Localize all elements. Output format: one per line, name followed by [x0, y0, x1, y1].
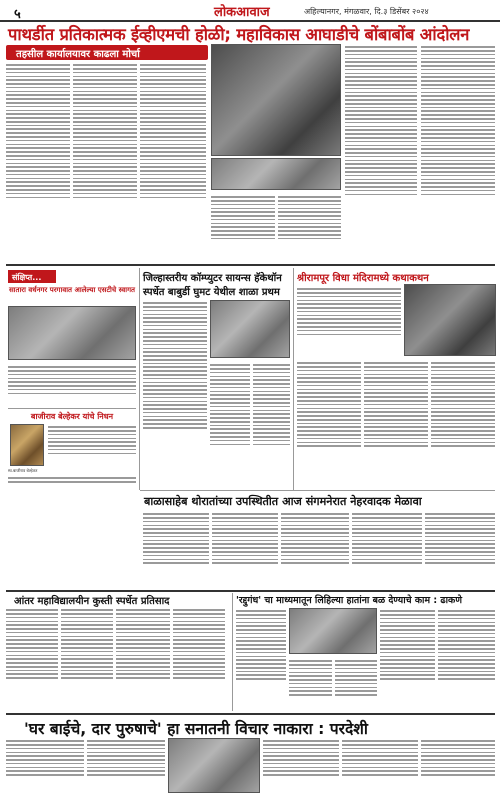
balasaheb-story-col-5 — [425, 511, 495, 588]
computer-story-col-1 — [143, 300, 207, 488]
bottom-story-col-1 — [6, 738, 84, 793]
computer-story-col-3 — [253, 362, 290, 488]
raddi-story-col-5 — [438, 608, 495, 711]
top-section-rule — [6, 264, 495, 266]
mid-section-rule — [6, 590, 495, 592]
top-story-col-2 — [73, 62, 137, 262]
raddi-story-col-2 — [289, 658, 332, 711]
raddi-headline: 'रद्दुगंध' चा माध्यमातून लिहिल्या हातांना बळ देण्याचे काम : ढाकणे — [236, 595, 463, 606]
raddi-story-col-3 — [335, 658, 377, 711]
shriram-event-photo — [404, 284, 496, 356]
top-story-col-1 — [6, 62, 70, 262]
top-story-col-6 — [345, 44, 417, 262]
antar-headline: आंतर महाविद्यालयीन कुस्ती स्पर्धेत प्रतिसाद — [14, 596, 170, 607]
computer-headline-line2: स्पर्धेत बाबुर्डी घुमट येथील शाळा प्रथम — [143, 287, 280, 298]
computer-headline-line1: जिल्हास्तरीय कॉम्प्युटर सायन्स हॅकेथॉन — [143, 273, 282, 284]
shriram-story-col-4 — [431, 360, 495, 488]
bajirao-portrait — [10, 424, 44, 466]
antar-story-col-2 — [61, 607, 113, 711]
bottom-story-col-2 — [87, 738, 165, 793]
antar-story-col-3 — [116, 607, 170, 711]
bajirao-caption: स्व.बाजीराव बेल्हेकर — [8, 468, 38, 473]
tahsil-headline: तहसील कार्यालयावर काढला मोर्चा — [16, 49, 140, 60]
raddi-story-col-1 — [236, 608, 286, 711]
top-story-col-4 — [211, 194, 275, 262]
balasaheb-story-col-2 — [212, 511, 278, 588]
shriram-story-col-2 — [297, 360, 361, 488]
balasaheb-top-rule — [140, 490, 495, 491]
balasaheb-story-col-1 — [143, 511, 209, 588]
bottom-section-rule — [6, 713, 495, 715]
shriram-headline: श्रीरामपूर विधा मंदिरामध्ये कथाकथन — [297, 273, 429, 284]
top-story-col-5 — [278, 194, 341, 262]
computer-story-col-2 — [210, 362, 250, 488]
raddi-story-col-4 — [380, 608, 435, 711]
top-story-col-7 — [421, 44, 495, 262]
masthead-logo: लोकआवाज — [214, 5, 270, 20]
left-col-vertical-rule — [139, 268, 140, 490]
sankshipt-label: संक्षिप्त... — [8, 270, 56, 283]
page-header — [0, 0, 500, 22]
left-col-divider — [8, 408, 136, 409]
satara-headline: सातारा वर्धनगर परगावात आलेल्या एसटीचे स्वागत — [8, 286, 136, 294]
bottom-story-col-4 — [342, 738, 418, 793]
shriram-story-col-1 — [297, 286, 401, 356]
shriram-story-col-3 — [364, 360, 428, 488]
protest-photo-secondary — [211, 158, 341, 190]
tahsil-headline-bar — [6, 45, 208, 60]
protest-photo-main — [211, 44, 341, 156]
antar-story-col-1 — [6, 607, 58, 711]
balasaheb-headline: बाळासाहेब थोरातांच्या उपस्थितीत आज संगमनेरात नेहरवादक मेळावा — [144, 495, 422, 508]
bottom-story-photo — [168, 738, 260, 793]
balasaheb-story-col-4 — [352, 511, 422, 588]
bajirao-headline: बाजीराव बेल्हेकर यांचे निधन — [30, 412, 114, 421]
satara-bus-photo — [8, 306, 136, 360]
raddi-event-photo — [289, 608, 377, 654]
top-story-col-3 — [140, 62, 206, 262]
antar-story-col-4 — [173, 607, 225, 711]
balasaheb-story-col-3 — [281, 511, 349, 588]
lower-vertical-rule — [232, 593, 233, 711]
bajirao-story-bottom — [8, 475, 136, 489]
bajirao-story-right — [48, 424, 136, 466]
bottom-story-col-5 — [421, 738, 495, 793]
satara-story-text — [8, 364, 136, 406]
bottom-headline: 'घर बाईचे, दार पुरुषाचे' हा सनातनी विचार नाकारा : परदेशी — [24, 720, 368, 738]
page-number: ५ — [14, 7, 21, 22]
mid-vertical-rule — [293, 268, 294, 490]
bottom-story-col-3 — [263, 738, 339, 793]
computer-students-photo — [210, 300, 290, 358]
dateline: अहिल्यानगर, मंगळवार, दि.३ डिसेंबर २०२४ — [304, 7, 429, 16]
main-headline: पाथर्डीत प्रतिकात्मक ईव्हीएमची होळी; महाविकास आघाडीचे बोंबाबोंब आंदोलन — [8, 25, 470, 44]
